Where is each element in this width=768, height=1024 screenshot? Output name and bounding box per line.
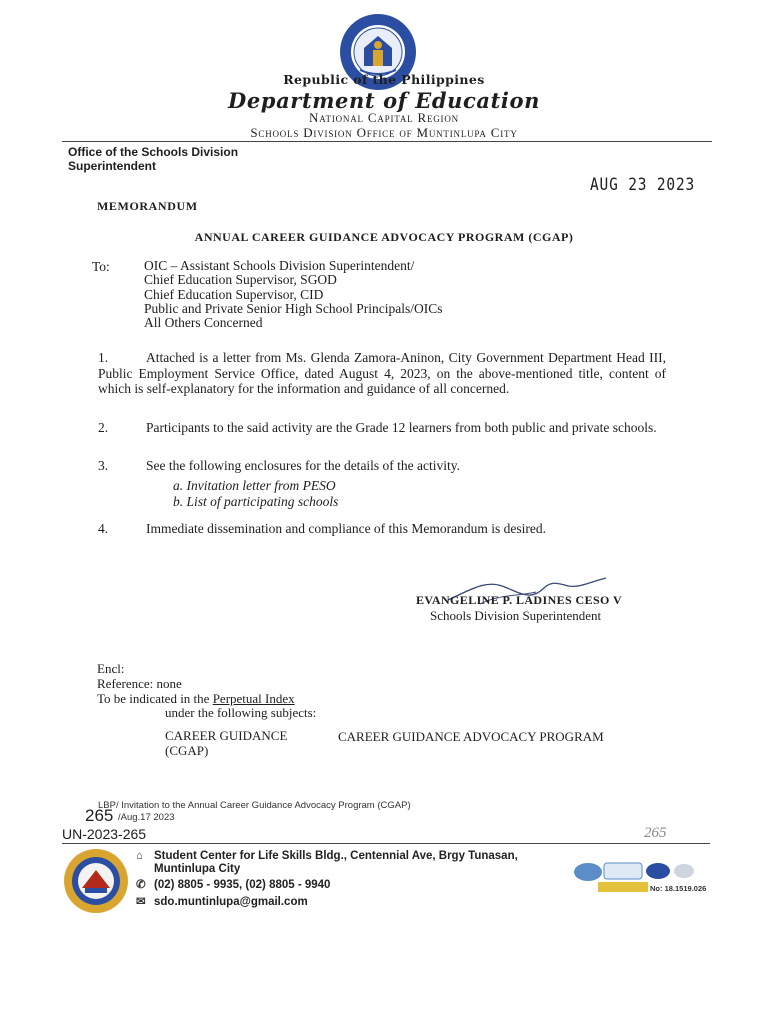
footer-reference-line-2: /Aug.17 2023 bbox=[118, 812, 175, 823]
perpetual-index-line bbox=[97, 692, 316, 707]
paragraph-number: 3. bbox=[98, 458, 109, 473]
address-line bbox=[136, 850, 518, 876]
enclosure-list bbox=[173, 478, 338, 509]
footer-reference bbox=[98, 800, 411, 824]
index-subject-left-line-2: (CGAP) bbox=[165, 742, 209, 758]
header-divider bbox=[62, 141, 712, 142]
region-heading: National Capital Region bbox=[309, 110, 459, 125]
footer-divider bbox=[62, 843, 710, 844]
enclosure-item: a. Invitation letter from PESO bbox=[173, 478, 336, 493]
under-subjects-line: under the following subjects: bbox=[165, 705, 317, 721]
phone-numbers: (02) 8805 - 9935, (02) 8805 - 9940 bbox=[154, 879, 331, 891]
email-line bbox=[136, 894, 308, 908]
paragraph-1 bbox=[98, 350, 666, 397]
handwritten-number: 265 bbox=[644, 825, 667, 841]
paragraph-text: Participants to the said activity are the Grade 12 learners from both public and private schools. bbox=[146, 420, 657, 435]
phone-line bbox=[136, 877, 330, 891]
office-line-1: Office of the Schools Division bbox=[68, 145, 239, 159]
recipient-item: Chief Education Supervisor, CID bbox=[144, 286, 324, 302]
reference-line: Reference: none bbox=[97, 675, 182, 691]
phone-icon: ✆ bbox=[136, 879, 146, 891]
paragraph-number: 4. bbox=[98, 521, 109, 536]
paragraph-2 bbox=[98, 420, 666, 436]
office-name bbox=[68, 145, 238, 173]
memorandum-label: MEMORANDUM bbox=[97, 199, 198, 213]
document-number: UN-2023-265 bbox=[62, 826, 147, 842]
encl-label: Encl: bbox=[97, 661, 125, 676]
enclosure-item: b. List of participating schools bbox=[173, 493, 339, 509]
department-heading: Department of Education bbox=[228, 88, 540, 113]
indexed-prefix: To be indicated in the bbox=[97, 690, 213, 706]
date-stamp: AUG 23 2023 bbox=[590, 175, 696, 195]
office-line-2: Superintendent bbox=[68, 159, 157, 173]
recipient-item: Public and Private Senior High School Principals/OICs bbox=[144, 300, 443, 316]
paragraph-4 bbox=[98, 521, 666, 537]
address-line-1: Student Center for Life Skills Bldg., Centennial Ave, Brgy Tunasan, bbox=[154, 850, 518, 862]
recipient-item: OIC – Assistant Schools Division Superintendent/ bbox=[144, 258, 415, 273]
address-line-2: Muntinlupa City bbox=[154, 863, 241, 875]
paragraph-number: 2. bbox=[98, 420, 109, 435]
paragraph-text: Attached is a letter from Ms. Glenda Zamora-Aninon, City Government Department Head III, Public Employment Service Office, dated August 4, 2023, on the above-mentioned title, content of which is self-explanatory for the information and guidance of all concerned. bbox=[98, 350, 666, 396]
signatory-title: Schools Division Superintendent bbox=[430, 608, 602, 623]
recipient-item: Chief Education Supervisor, SGOD bbox=[144, 272, 337, 288]
paragraph-text: Immediate dissemination and compliance of this Memorandum is desired. bbox=[146, 521, 547, 536]
division-office-heading: Schools Division Office of Muntinlupa City bbox=[250, 125, 518, 140]
memo-subject: ANNUAL CAREER GUIDANCE ADVOCACY PROGRAM (CGAP) bbox=[194, 230, 574, 244]
iso-certification-logos-icon bbox=[572, 858, 708, 898]
recipient-list bbox=[144, 259, 442, 330]
index-subject-left bbox=[165, 729, 287, 759]
perpetual-index-link: Perpetual Index bbox=[212, 690, 295, 706]
email-icon: ✉ bbox=[136, 896, 146, 908]
republic-heading: Republic of the Philippines bbox=[283, 72, 485, 87]
sdo-muntinlupa-seal-icon bbox=[63, 848, 129, 914]
footer-reference-line-1: LBP/ Invitation to the Annual Career Guidance Advocacy Program (CGAP) bbox=[98, 800, 411, 811]
paragraph-number: 1. bbox=[98, 350, 109, 365]
email-address: sdo.muntinlupa@gmail.com bbox=[154, 896, 308, 908]
recipient-item: All Others Concerned bbox=[144, 315, 263, 331]
index-subject-right: CAREER GUIDANCE ADVOCACY PROGRAM bbox=[338, 729, 604, 744]
index-subject-left-line-1: CAREER GUIDANCE bbox=[165, 728, 288, 743]
enclosure-block bbox=[97, 662, 316, 721]
to-label: To: bbox=[92, 259, 110, 274]
paragraph-text: See the following enclosures for the details of the activity. bbox=[146, 458, 461, 473]
document-serial: 265 bbox=[85, 806, 114, 825]
certificate-number: No: 18.1519.026 bbox=[650, 884, 707, 893]
paragraph-3 bbox=[98, 458, 666, 474]
signatory-name: EVANGELINE P. LADINES CESO V bbox=[416, 593, 623, 607]
home-icon: ⌂ bbox=[136, 850, 143, 862]
